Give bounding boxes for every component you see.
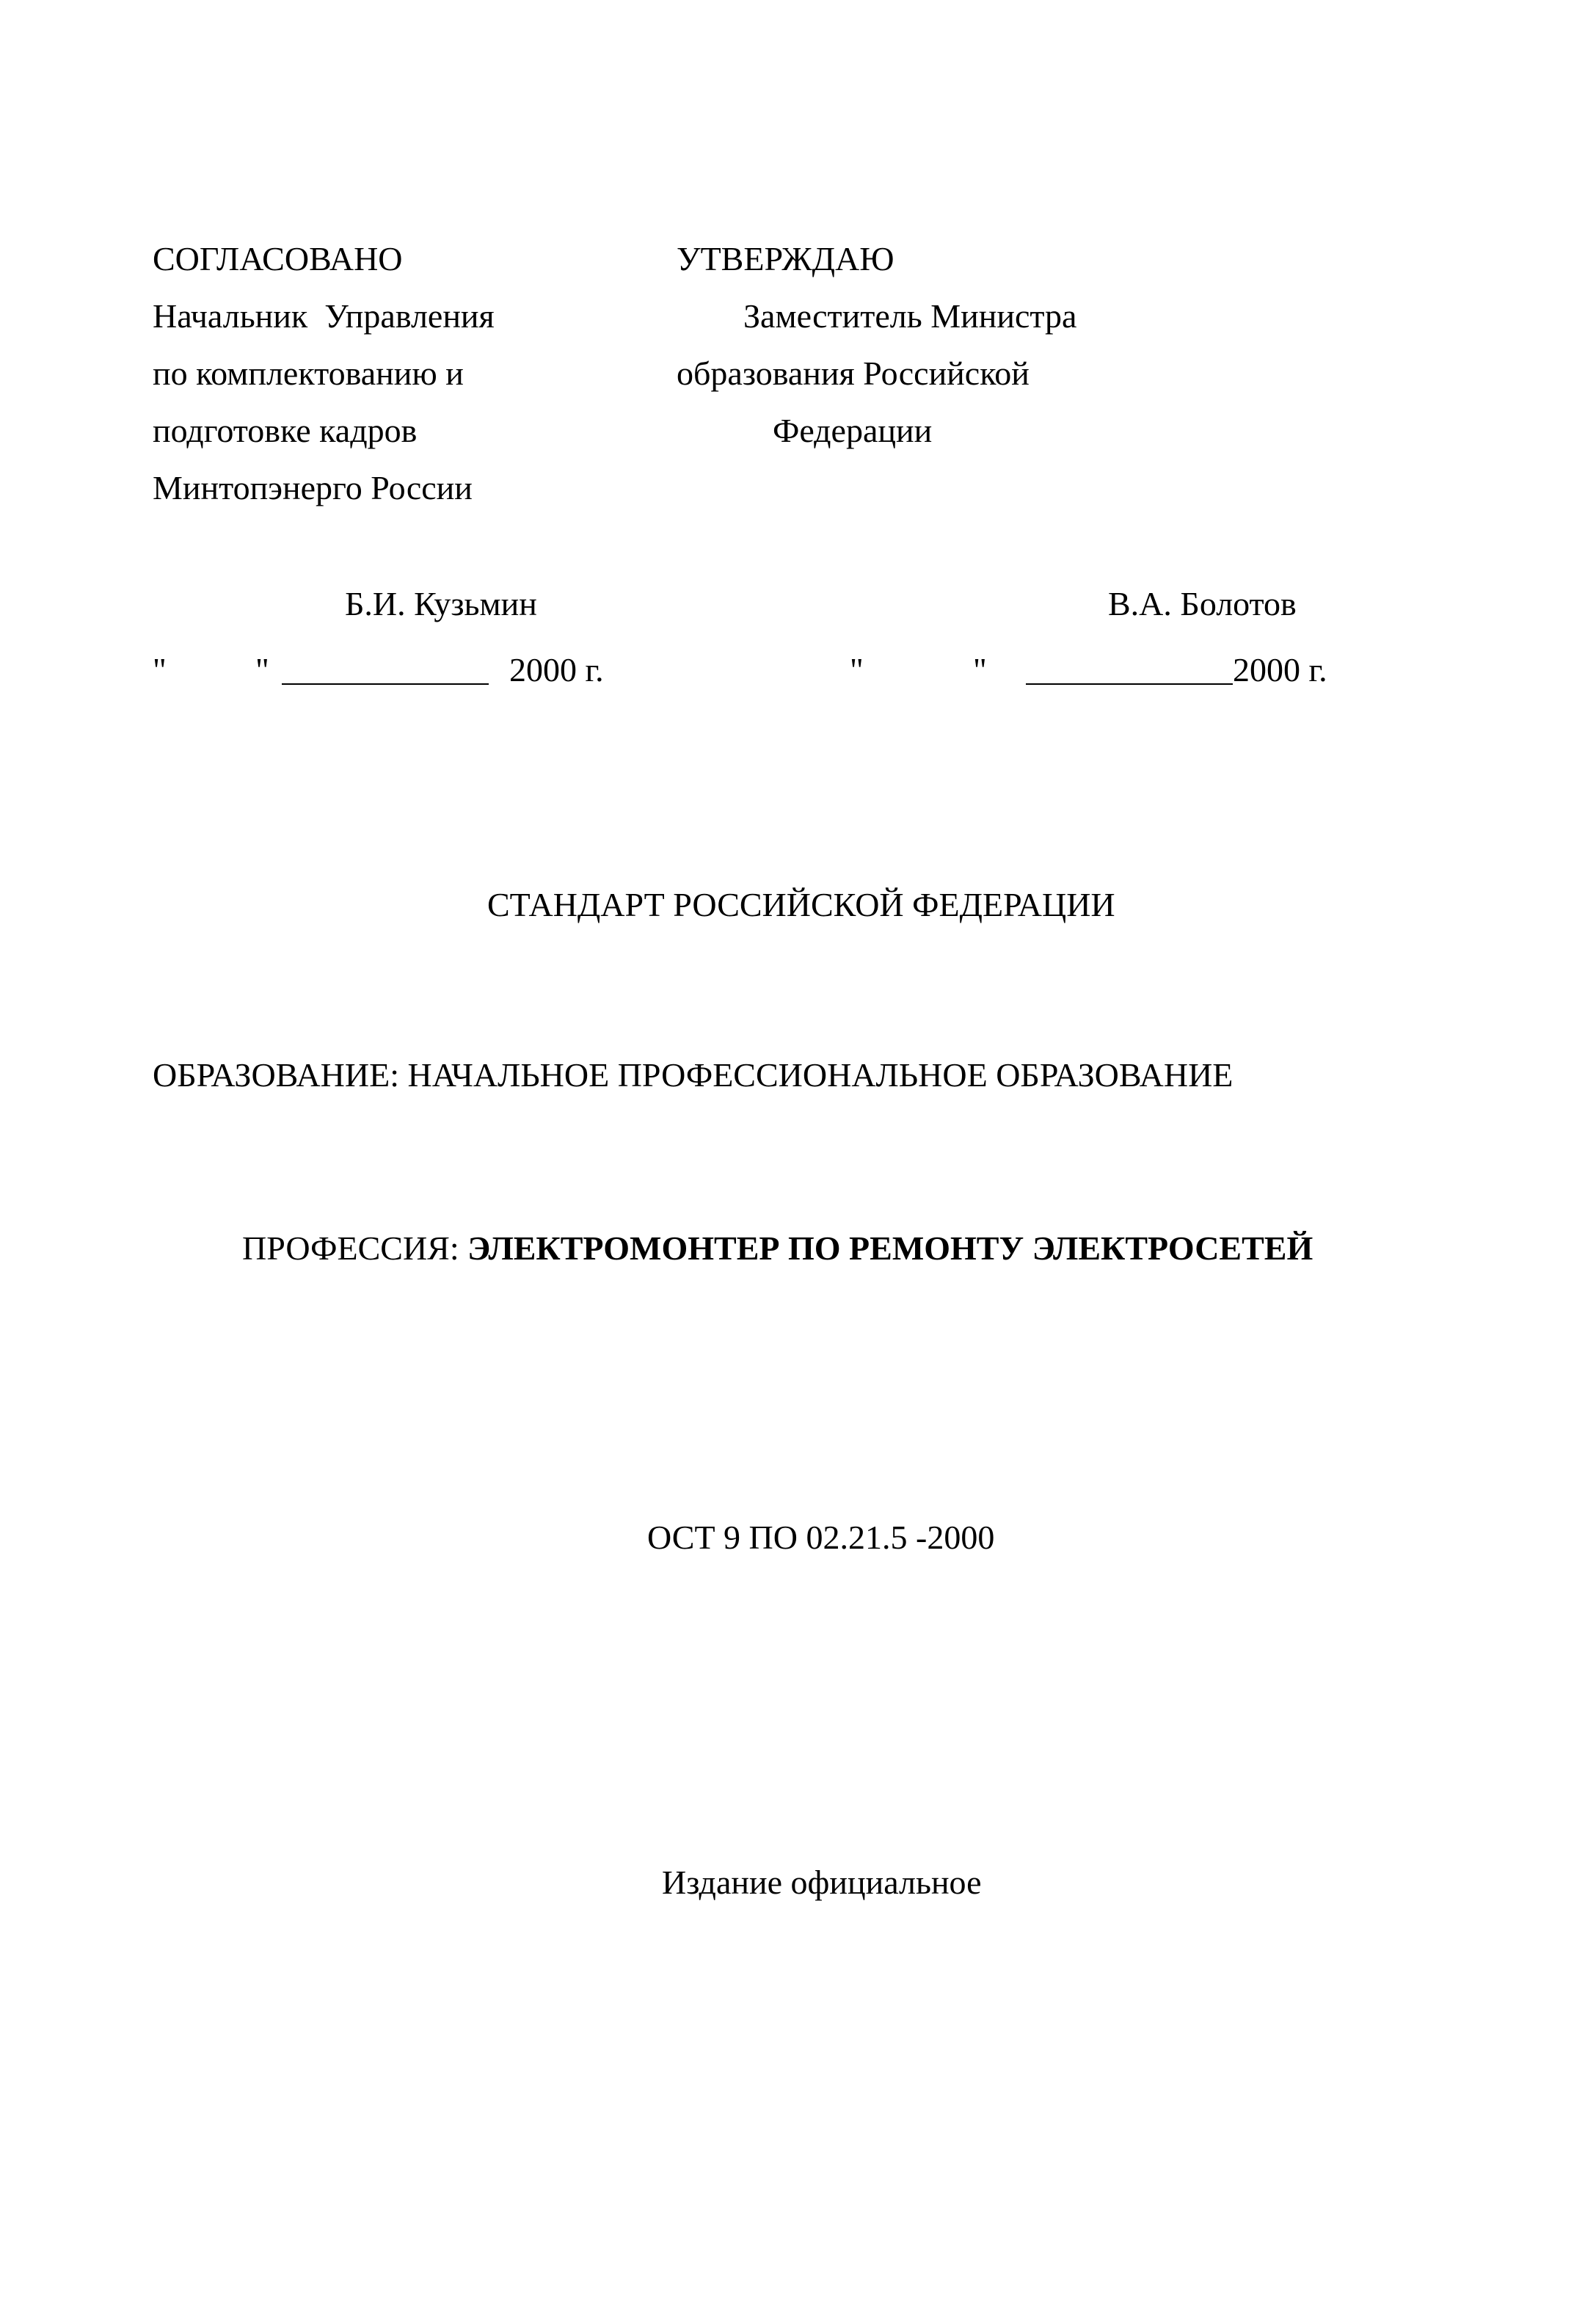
approval-right-line-3: Федерации	[773, 412, 933, 449]
approval-left-signer: Б.И. Кузьмин	[345, 585, 537, 622]
approval-right-date-quote-close: "	[973, 651, 987, 688]
approval-right-signer: В.А. Болотов	[1108, 585, 1297, 622]
edition-label: Издание официальное	[662, 1864, 982, 1901]
approval-left-date-blank	[282, 653, 489, 691]
approval-left-date-year: 2000 г.	[509, 651, 604, 688]
document-code: ОСТ 9 ПО 02.21.5 -2000	[647, 1519, 995, 1556]
approval-right-line-1: Заместитель Министра	[743, 297, 1077, 335]
approval-right-date-quote-open: "	[850, 651, 864, 688]
approval-left-line-3: подготовке кадров	[153, 412, 418, 449]
approval-right-heading: УТВЕРЖДАЮ	[677, 240, 894, 277]
approval-left-date-quote-close: "	[255, 651, 269, 688]
approval-right-date-blank	[1026, 653, 1233, 691]
approval-left-line-2: по комплектованию и	[153, 355, 464, 392]
approval-left-heading: СОГЛАСОВАНО	[153, 240, 403, 277]
approval-left-date-quote-open: "	[153, 651, 167, 688]
approval-left-line-4: Минтопэнерго России	[153, 469, 473, 506]
standard-title: СТАНДАРТ РОССИЙСКОЙ ФЕДЕРАЦИИ	[487, 886, 1115, 923]
profession-name: ЭЛЕКТРОМОНТЕР ПО РЕМОНТУ ЭЛЕКТРОСЕТЕЙ	[467, 1229, 1313, 1267]
profession-line	[242, 1229, 1313, 1267]
approval-right-line-2: образования Российской	[677, 355, 1030, 392]
profession-label: ПРОФЕССИЯ:	[242, 1229, 468, 1267]
education-line: ОБРАЗОВАНИЕ: НАЧАЛЬНОЕ ПРОФЕССИОНАЛЬНОЕ ОБРАЗОВАНИЕ	[153, 1056, 1234, 1094]
approval-left-line-1: Начальник Управления	[153, 297, 495, 335]
approval-right-date-year: 2000 г.	[1233, 651, 1327, 688]
